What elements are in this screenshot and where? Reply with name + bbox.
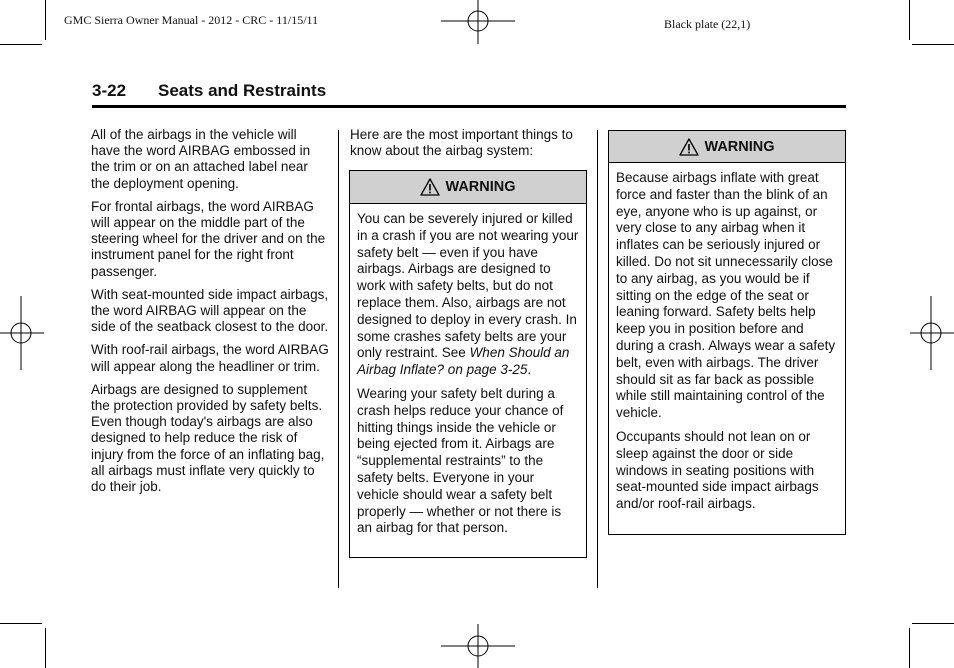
period: . — [527, 362, 532, 378]
page-heading — [92, 81, 846, 108]
column-2-intro: Here are the most important things to know about the airbag system: — [350, 127, 573, 159]
warning-body — [350, 204, 586, 537]
column-divider-2 — [597, 130, 598, 588]
paragraph: With roof-rail airbags, the word AIRBAG will appear along the headliner or trim. — [91, 342, 329, 374]
warning-box-2 — [608, 130, 846, 535]
warning-paragraph: Occupants should not lean on or sleep against the door or side windows in seating positions with seat-mounted side impact airbags and/or roof-rail airbags. — [616, 428, 819, 512]
paragraph: All of the airbags in the vehicle will have the word AIRBAG embossed in the trim or on an attached label near the deployment opening. — [91, 127, 311, 191]
column-1 — [91, 127, 329, 502]
crop-mark-br-v — [909, 628, 910, 668]
warning-box-1 — [349, 170, 587, 558]
paragraph: For frontal airbags, the word AIRBAG will appear on the middle part of the steering wheel for the driver and on the instrument panel for the right front passenger. — [91, 198, 326, 279]
print-header-right: Black plate (22,1) — [664, 17, 751, 31]
warning-paragraph: Because airbags inflate with great force and faster than the blink of an eye, anyone who is up against, or very close to any airbag when it inflates can be seriously injured or killed. Do not sit unnecessarily close to any airbag, as you would be if sitting on the edge of the seat or leaning forward. Safety belts help keep you in position before and during a crash. Always wear a safety belt, even with airbags. The driver should sit as far back as possible while still maintaining control of the vehicle. — [616, 170, 836, 421]
crop-mark-tl-v — [45, 0, 46, 40]
warning-paragraph: Wearing your safety belt during a crash helps reduce your chance of hitting things inside the vehicle or being ejected from it. Airbags are “supplemental restraints” to the safety belts. Everyone in your vehicle should wear a safety belt properly — whether or not there is an airbag for that person. — [357, 385, 564, 536]
warning-label: WARNING — [704, 138, 775, 155]
registration-mark-top — [441, 0, 515, 44]
warning-header — [609, 131, 845, 163]
warning-header — [350, 171, 586, 204]
warning-triangle-icon — [679, 138, 699, 156]
cross-reference-link[interactable]: When Should an Airbag Inflate? on page 3-25 — [357, 345, 570, 378]
warning-triangle-icon — [420, 178, 440, 196]
registration-mark-right — [910, 296, 954, 370]
print-header-left: GMC Sierra Owner Manual - 2012 - CRC - 11/15/11 — [64, 13, 319, 27]
crop-mark-tr-h — [912, 44, 954, 45]
crop-mark-bl-v — [45, 628, 46, 668]
crop-mark-br-h — [912, 623, 954, 624]
section-title: Seats and Restraints — [158, 81, 327, 100]
column-divider-1 — [338, 130, 339, 588]
page-number: 3-22 — [92, 81, 127, 100]
warning-text: You can be severely injured or killed in a crash if you are not wearing your safety belt — even if you have airbags. Airbags are designed to work with safety belts, but do not replace them. Also, airbags are not designed to deploy in every crash. In some crashes safety belts are your only restraint. See — [357, 211, 579, 361]
crop-mark-tl-h — [0, 44, 42, 45]
warning-paragraph — [357, 211, 579, 379]
registration-mark-bottom — [441, 624, 515, 668]
registration-mark-left — [0, 296, 44, 370]
crop-mark-tr-v — [909, 0, 910, 40]
crop-mark-bl-h — [0, 623, 42, 624]
warning-body — [609, 163, 845, 513]
paragraph: Airbags are designed to supplement the protection provided by safety belts. Even though today's airbags are also designed to help reduce the risk of injury from the force of an inflating bag, all airbags must inflate very quickly to do their job. — [91, 381, 325, 495]
paragraph: With seat-mounted side impact airbags, the word AIRBAG will appear on the side of the seatback closest to the door. — [91, 286, 329, 335]
warning-label: WARNING — [445, 179, 516, 195]
